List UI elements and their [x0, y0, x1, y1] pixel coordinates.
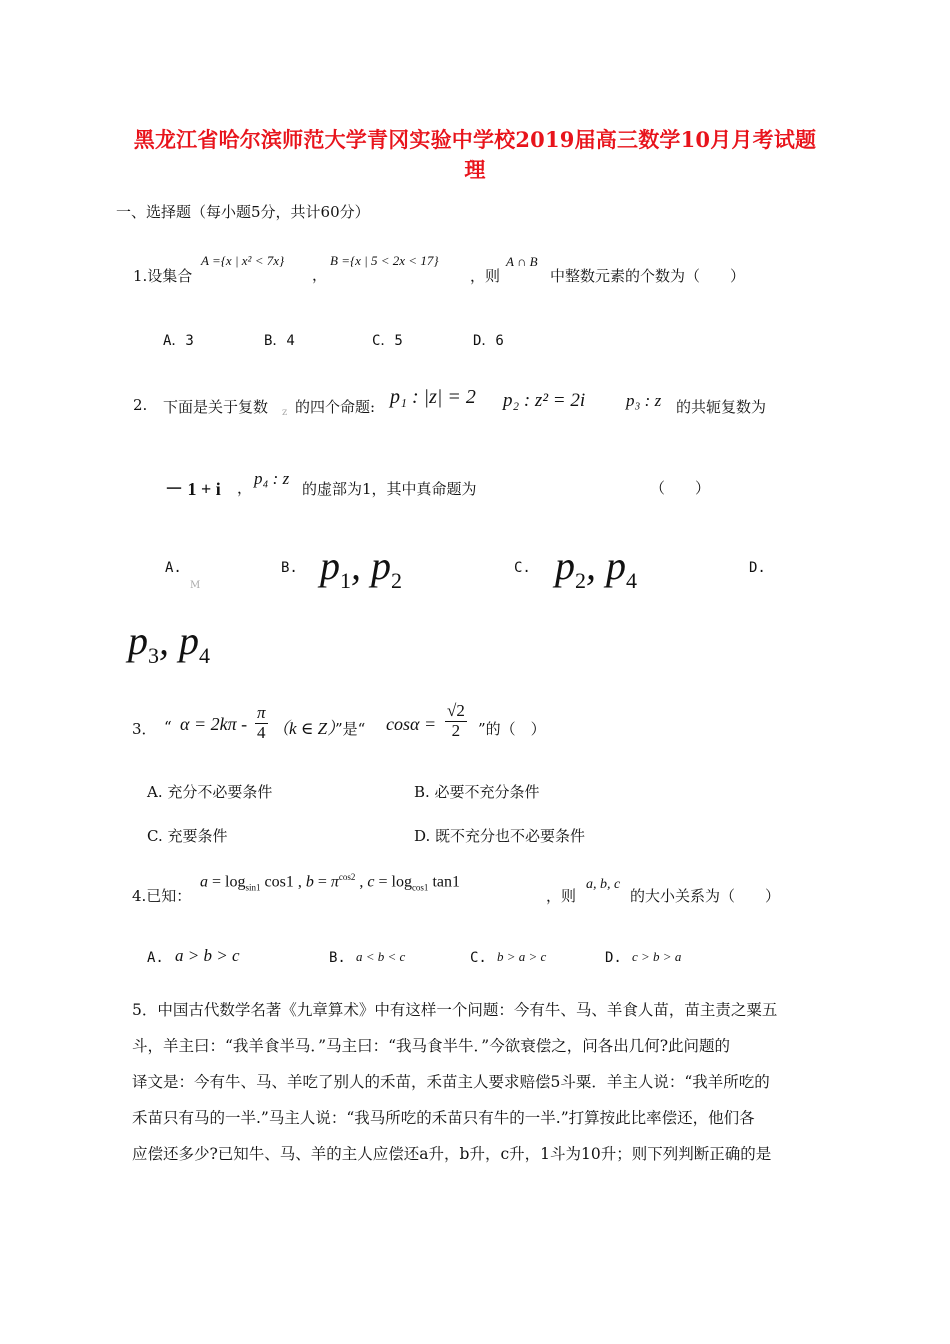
- q2-number: 2.: [133, 396, 148, 414]
- q1-comma: ，: [312, 266, 328, 284]
- q3-expr-left: α = 2kπ -: [180, 714, 248, 734]
- q3-option-a[interactable]: A. 充分不必要条件: [147, 783, 273, 801]
- q4-option-c-label[interactable]: C.: [470, 950, 487, 966]
- q1-option-b[interactable]: B．4: [264, 333, 295, 349]
- q2-p2: p₂ : z² = 2i: [503, 390, 586, 411]
- q4-suffix: 的大小关系为（ ）: [630, 887, 781, 905]
- q2-p1: p₁ : |z| = 2: [390, 386, 476, 408]
- q4-mid: ，则: [546, 887, 577, 905]
- q2-comma: ，: [237, 479, 253, 497]
- q3-open-quote: “: [164, 718, 172, 736]
- q4-prefix: 4.已知：: [132, 887, 192, 905]
- q3-pi-over-4: [255, 704, 268, 742]
- q2-p4-text: 的虚部为1，其中真命题为: [302, 480, 477, 498]
- q3-cos-num: √2: [447, 701, 465, 720]
- q3-frac-num: π: [257, 703, 266, 722]
- section-heading: 一、选择题（每小题5分，共计60分）: [116, 203, 370, 221]
- q2-conjugate-value: － 1 + i: [165, 479, 221, 499]
- q1-option-c[interactable]: C．5: [372, 333, 403, 349]
- q2-answer-paren: （ ）: [650, 479, 711, 497]
- q3-expr-right: （k ∈ Z）: [272, 719, 345, 738]
- q1-set-a: A ={x | x² < 7x}: [201, 253, 285, 268]
- q3-mid: ”是“: [335, 720, 366, 738]
- q2-option-a-mark: M: [190, 580, 201, 591]
- question-5: [132, 992, 834, 1172]
- q2-p3: p₃ : z: [626, 391, 662, 410]
- q3-option-c[interactable]: C. 充要条件: [147, 827, 228, 845]
- q2-option-c-label[interactable]: C.: [514, 560, 531, 576]
- q4-vars: a, b, c: [586, 877, 621, 892]
- q5-line: 译文是：今有牛、马、羊吃了别人的禾苗，禾苗主人要求赔偿5斗粟．羊主人说：“我羊所吃的: [132, 1073, 770, 1091]
- q2-option-b-label[interactable]: B.: [281, 560, 298, 576]
- q1-option-d[interactable]: D．6: [473, 333, 504, 349]
- q2-z-mark: z: [282, 407, 288, 418]
- q3-number: 3．: [132, 720, 157, 738]
- q2-option-d[interactable]: $p_3$, $p_4$: [128, 618, 210, 668]
- q3-cos-expr: cosα =: [386, 714, 437, 734]
- q4-option-b-label[interactable]: B.: [329, 950, 346, 966]
- q5-line: 斗，羊主曰：“我羊食半马．”马主曰：“我马食半牛．”今欲衰偿之，问各出几何?此问题的: [132, 1037, 731, 1055]
- q2-option-b[interactable]: $p_1$, $p_2$: [320, 543, 402, 593]
- q2-option-d-label[interactable]: D.: [749, 560, 766, 576]
- q2-stem-cont: 的四个命题:: [295, 398, 376, 416]
- q3-suffix: ”的（ ）: [478, 720, 546, 738]
- q3-option-b[interactable]: B. 必要不充分条件: [414, 783, 540, 801]
- q1-set-b: B ={x | 5 < 2x < 17}: [330, 253, 439, 268]
- q2-stem: 下面是关于复数: [163, 398, 269, 416]
- q4-option-a-label[interactable]: A.: [147, 950, 164, 966]
- q1-suffix: 中整数元素的个数为（ ）: [550, 267, 746, 285]
- q3-frac-den: 4: [257, 722, 266, 742]
- q4-option-b[interactable]: a < b < c: [356, 949, 406, 964]
- q2-p3-text: 的共轭复数为: [676, 398, 767, 416]
- q1-prefix: 1.设集合: [133, 267, 193, 285]
- q4-option-c[interactable]: b > a > c: [497, 949, 547, 964]
- page-title-cont: 理: [464, 157, 486, 182]
- q2-p4: p₄ : z: [254, 469, 290, 488]
- q5-line: 应偿还多少?已知牛、马、羊的主人应偿还a升，b升，c升，1斗为10升；则下列判断正确的是: [132, 1145, 772, 1163]
- q4-expression: $a = \log_{sin1} \cos 1$ , $b = \pi^{cos2}$ , $c = \log_{cos1} \tan 1$: [200, 872, 460, 893]
- page-title: 黑龙江省哈尔滨师范大学青冈实验中学校2019届高三数学10月月考试题: [133, 127, 817, 152]
- q1-mid: ，则: [470, 267, 501, 285]
- q5-line: 禾苗只有马的一半.”马主人说：“我马所吃的禾苗只有牛的一半.”打算按此比率偿还，他们各: [132, 1109, 755, 1127]
- q3-cos-den: 2: [451, 720, 461, 740]
- q4-option-a[interactable]: a > b > c: [175, 946, 240, 965]
- q2-option-a-label[interactable]: A.: [165, 560, 182, 576]
- q4-option-d[interactable]: c > b > a: [632, 949, 682, 964]
- q5-line: 5．中国古代数学名著《九章算术》中有这样一个问题：今有牛、马、羊食人苗，苗主责之粟五: [132, 1001, 778, 1019]
- q1-intersection: A ∩ B: [506, 254, 538, 269]
- q3-option-d[interactable]: D. 既不充分也不必要条件: [414, 827, 586, 845]
- q4-option-d-label[interactable]: D.: [605, 950, 622, 966]
- q1-option-a[interactable]: A．3: [163, 333, 194, 349]
- q2-option-c[interactable]: $p_2$, $p_4$: [555, 543, 637, 593]
- q3-sqrt2-over-2: [445, 702, 467, 740]
